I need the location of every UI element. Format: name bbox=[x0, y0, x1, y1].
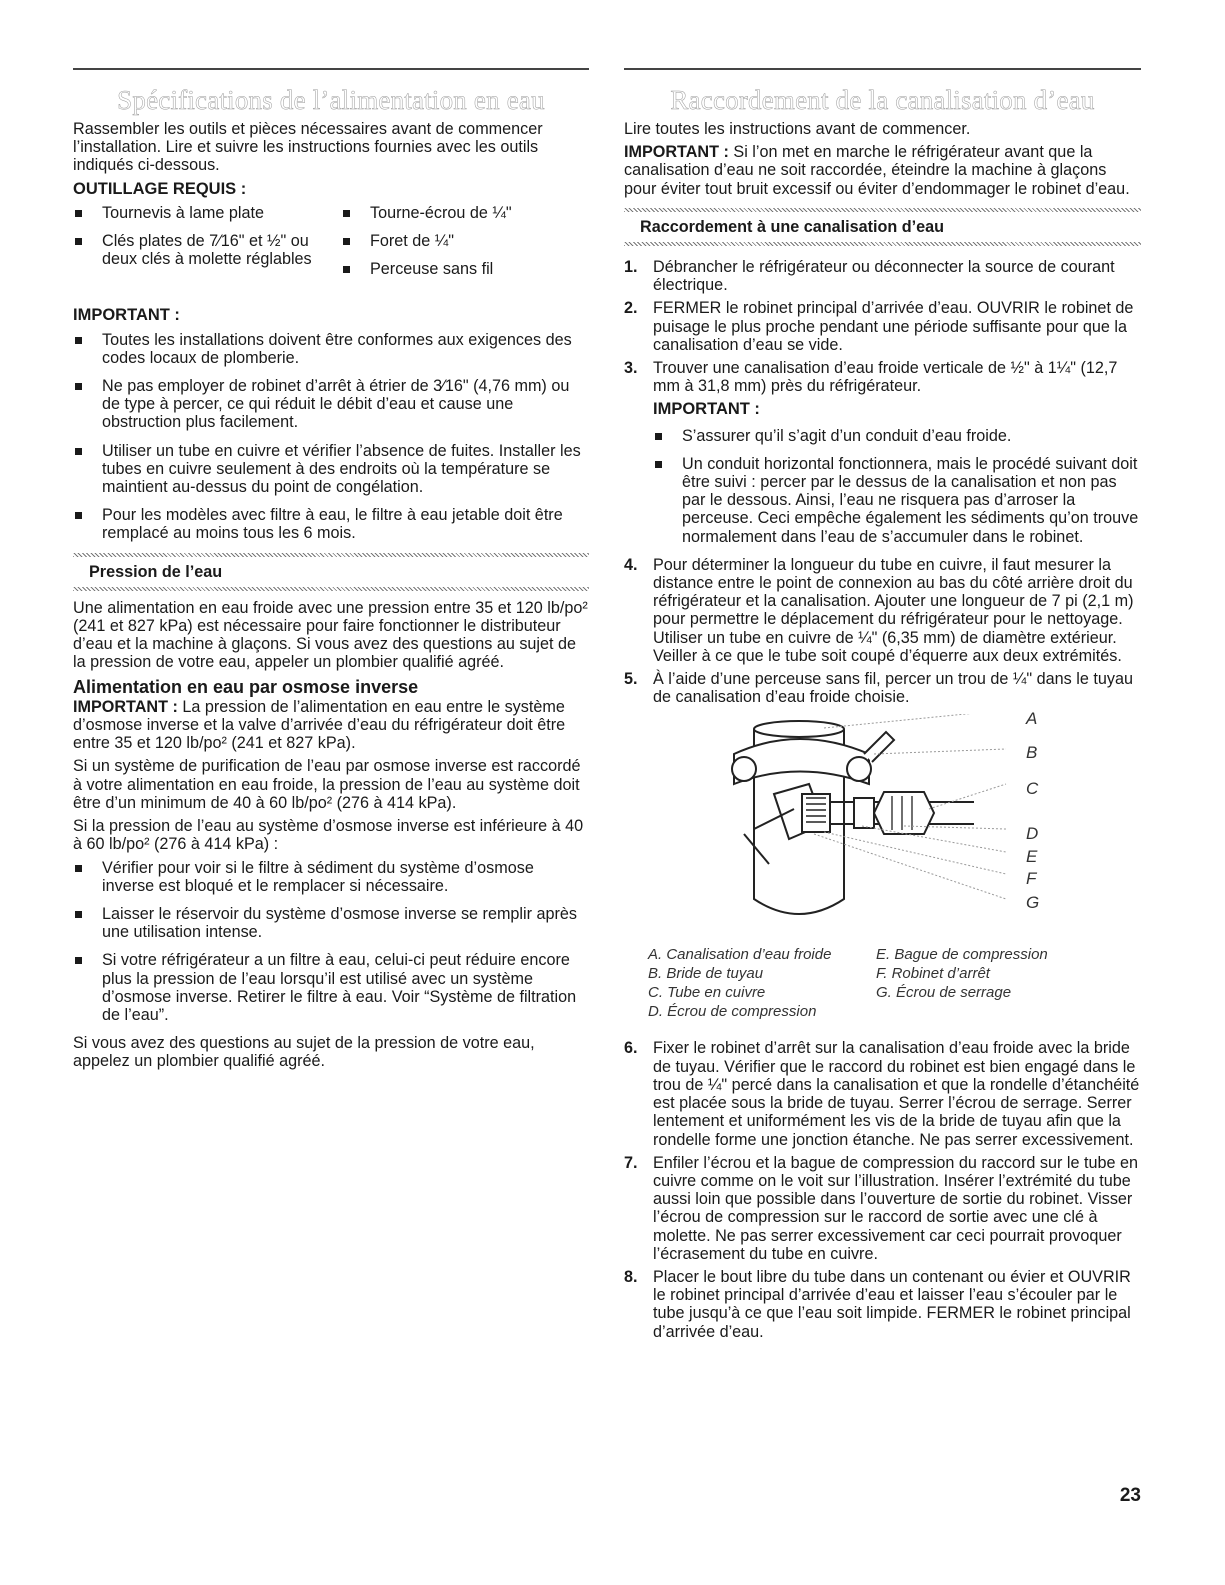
right-top-rule bbox=[624, 68, 1141, 70]
figure-legend bbox=[648, 945, 1141, 1021]
step-number: 5. bbox=[624, 670, 638, 689]
legend-col2 bbox=[876, 945, 1104, 1021]
tools-list bbox=[73, 204, 589, 295]
step-number: 4. bbox=[624, 555, 638, 574]
figure-label: D bbox=[1026, 824, 1039, 844]
legend-item: B. Bride de tuyau bbox=[648, 965, 764, 983]
legend-item: C. Tube en cuivre bbox=[648, 984, 766, 1002]
tool-item: Tournevis à lame plate bbox=[73, 204, 341, 222]
step-item bbox=[624, 359, 1141, 395]
tool-item: Tourne-écrou de ¼" bbox=[341, 204, 589, 222]
step-number: 7. bbox=[624, 1153, 638, 1172]
step-item bbox=[624, 299, 1141, 354]
packing-nut bbox=[802, 794, 830, 832]
ro-important bbox=[73, 698, 589, 753]
step-number: 6. bbox=[624, 1039, 638, 1058]
clamp-screw bbox=[847, 757, 871, 781]
divider-hatch bbox=[624, 208, 1141, 212]
step-text: À l’aide d’une perceuse sans fil, percer un trou de ¼" dans le tuyau de canalisation d’eau froide choisie. bbox=[653, 670, 1133, 707]
step-text: Trouver une canalisation d’eau froide verticale de ½" à 1¼" (12,7 mm à 31,8 mm) près du réfrigérateur. bbox=[653, 359, 1118, 396]
left-section-title: Spécifications de l’alimentation en eau bbox=[117, 85, 545, 115]
figure-label: E bbox=[1026, 847, 1038, 867]
important-item: Ne pas employer de robinet d’arrêt à étrier de 3⁄16" (4,76 mm) ou de type à percer, ce qui réduit le débit d’eau et cause une obstruction plus facilement. bbox=[73, 377, 589, 432]
valve-illustration bbox=[714, 714, 1037, 939]
step-text: Placer le bout libre du tube dans un contenant ou évier et OUVRIR le robinet principal d’arrivée d’eau et laisser l’eau s’écouler par le tube jusqu’à ce que l’eau soit limpide. FERMER le robinet principal d’arrivée d’eau. bbox=[653, 1267, 1131, 1341]
step-item bbox=[624, 556, 1141, 665]
step-number: 2. bbox=[624, 299, 638, 318]
steps-list-b bbox=[624, 556, 1141, 707]
right-important bbox=[624, 143, 1141, 198]
ro-para1: Si un système de purification de l’eau par osmose inverse est raccordé à votre alimentation en eau froide, la pression de l’eau au système doit être d’un minimum de 40 à 60 lb/po² (276 à 414 kPa). bbox=[73, 757, 581, 812]
step3-important-heading: IMPORTANT : bbox=[653, 400, 760, 419]
right-intro: Lire toutes les instructions avant de commencer. bbox=[624, 120, 971, 138]
figure-label: C bbox=[1026, 779, 1039, 799]
compression-nut bbox=[874, 792, 934, 834]
tools-col2 bbox=[341, 204, 589, 289]
pressure-text: Une alimentation en eau froide avec une pression entre 35 et 120 lb/po² (241 et 827 kPa) est nécessaire pour faire fonctionner le distributeur d’eau et la machine à glaçons. Si vous avez des questions au sujet de la pression de votre eau, appeler un plombier qualifié agréé. bbox=[73, 598, 588, 672]
divider-hatch bbox=[624, 242, 1141, 246]
step-item bbox=[624, 1154, 1141, 1263]
steps-list-a bbox=[624, 258, 1141, 395]
legend-item: D. Écrou de compression bbox=[648, 1003, 817, 1021]
right-important-text: Si l’on met en marche le réfrigérateur avant que la canalisation d’eau ne soit raccordée, éteindre la machine à glaçons pour éviter tout bruit excessif ou éviter d’endommager le robinet d’eau. bbox=[624, 143, 1130, 198]
ro-important-label: IMPORTANT : bbox=[73, 697, 178, 716]
step-item bbox=[624, 1268, 1141, 1341]
legend-item: G. Écrou de serrage bbox=[876, 984, 1012, 1002]
shutoff-valve-figure bbox=[624, 709, 1141, 939]
left-intro: Rassembler les outils et pièces nécessaires avant de commencer l’installation. Lire et suivre les instructions fournies avec les outils indiqués ci-dessous. bbox=[73, 120, 543, 175]
pressure-heading: Pression de l’eau bbox=[89, 562, 223, 581]
ro-item: Laisser le réservoir du système d’osmose inverse se remplir après une utilisation intense. bbox=[73, 905, 589, 941]
step-item bbox=[624, 258, 1141, 294]
important-list bbox=[73, 331, 589, 543]
figure-label: B bbox=[1026, 743, 1038, 763]
important-heading: IMPORTANT : bbox=[73, 306, 180, 325]
ro-heading: Alimentation en eau par osmose inverse bbox=[73, 676, 419, 697]
figure-label: A bbox=[1026, 709, 1038, 729]
step-text: Fixer le robinet d’arrêt sur la canalisation d’eau froide avec la bride de tuyau. Vérifier que le raccord du robinet est bien engagé dans le trou de ¼" percé dans la canalisation et que la rondelle d’étanchéité est placée sous la bride de tuyau. Serrer l’écrou de serrage. Serrer lentement et uniformément les vis de la bride de tuyau afin que la rondelle forme une jonction étanche. Ne pas serrer excessivement. bbox=[653, 1039, 1140, 1149]
tool-item: Foret de ¼" bbox=[341, 232, 589, 250]
step-number: 1. bbox=[624, 258, 638, 277]
clamp-bolt bbox=[864, 732, 894, 762]
left-column bbox=[73, 68, 589, 1076]
step-number: 3. bbox=[624, 359, 638, 378]
step-text: Enfiler l’écrou et la bague de compression du raccord sur le tube en cuivre comme on le voit sur l’illustration. Insérer l’extrémité du tube aussi loin que possible dans l’ouverture de sortie du robinet. Visser l’écrou de compression sur le raccord de sortie avec une clé à molette. Ne pas serrer excessivement car ceci pourrait provoquer l’écrasement du tube en cuivre. bbox=[653, 1153, 1139, 1263]
right-important-label: IMPORTANT : bbox=[624, 143, 729, 162]
pipe-top bbox=[754, 721, 844, 737]
important-item: Pour les modèles avec filtre à eau, le filtre à eau jetable doit être remplacé au moins tous les 6 mois. bbox=[73, 506, 589, 542]
ro-important-text: La pression de l’alimentation en eau entre le système d’osmose inverse et la valve d’arrivée d’eau du réfrigérateur doit être entre 35 et 120 lb/po² (241 et 827 kPa). bbox=[73, 697, 566, 753]
divider-hatch bbox=[73, 587, 589, 591]
step3-important-list bbox=[653, 427, 1141, 546]
step-text: Pour déterminer la longueur du tube en cuivre, il faut mesurer la distance entre le point de connexion au bas du côté arrière droit du réfrigérateur et la canalisation. Ajouter une longueur de 7 pi (2,1 m) pour permettre le déplacement du réfrigérateur pour le nettoyage. Utiliser un tube en cuivre de ¼" (6,35 mm) de diamètre extérieur. Veiller à ce que le tube soit coupé d’équerre aux deux extrémités. bbox=[653, 555, 1134, 665]
legend-item: F. Robinet d’arrêt bbox=[876, 965, 990, 983]
compression-sleeve bbox=[854, 798, 874, 828]
legend-col1 bbox=[648, 945, 876, 1021]
ro-para2: Si la pression de l’eau au système d’osmose inverse est inférieure à 40 à 60 lb/po² (276 à 414 kPa) : bbox=[73, 817, 584, 854]
ro-item: Si votre réfrigérateur a un filtre à eau, celui-ci peut réduire encore plus la pression de l’eau lorsqu’il est utilisé avec un système d’osmose inverse. Retirer le filtre à eau. Voir “Système de filtration de l’eau”. bbox=[73, 951, 589, 1024]
step-item bbox=[624, 670, 1141, 706]
legend-item: E. Bague de compression bbox=[876, 946, 1048, 964]
right-section-title: Raccordement de la canalisation d’eau bbox=[670, 85, 1095, 115]
step3-item: Un conduit horizontal fonctionnera, mais le procédé suivant doit être suivi : percer par le dessus de la canalisation et non pas par le dessous. Ainsi, l’eau ne risquera pas d’arroser la perceuse. Ceci empêche également les sédiments qu’on trouve normalement dans l’eau de s’accumuler dans le robinet. bbox=[653, 455, 1141, 546]
tools-heading: OUTILLAGE REQUIS : bbox=[73, 179, 247, 198]
ro-list bbox=[73, 859, 589, 1025]
important-item: Toutes les installations doivent être conformes aux exigences des codes locaux de plomberie. bbox=[73, 331, 589, 367]
important-item: Utiliser un tube en cuivre et vérifier l’absence de fuites. Installer les tubes en cuivre seulement à des endroits où la température se maintient au-dessus du point de congélation. bbox=[73, 442, 589, 497]
step3-item: S’assurer qu’il s’agit d’un conduit d’eau froide. bbox=[653, 427, 1141, 445]
connection-subheading: Raccordement à une canalisation d’eau bbox=[640, 217, 945, 236]
figure-label: F bbox=[1026, 869, 1037, 889]
step-text: FERMER le robinet principal d’arrivée d’eau. OUVRIR le robinet de puisage le plus proche pendant une période suffisante pour que la canalisation d’eau se vide. bbox=[653, 299, 1134, 354]
step-number: 8. bbox=[624, 1267, 638, 1286]
tool-item: Clés plates de 7⁄16" et ½" ou deux clés à molette réglables bbox=[73, 232, 341, 268]
tools-col1 bbox=[73, 204, 341, 289]
ro-item: Vérifier pour voir si le filtre à sédiment du système d’osmose inverse est bloqué et le remplacer si nécessaire. bbox=[73, 859, 589, 895]
left-top-rule bbox=[73, 68, 589, 70]
step-text: Débrancher le réfrigérateur ou déconnecter la source de courant électrique. bbox=[653, 258, 1115, 295]
step-item bbox=[624, 1039, 1141, 1148]
clamp-screw bbox=[732, 757, 756, 781]
legend-item: A. Canalisation d’eau froide bbox=[648, 946, 832, 964]
tool-item: Perceuse sans fil bbox=[341, 260, 589, 278]
divider-hatch bbox=[73, 553, 589, 557]
figure-label: G bbox=[1026, 893, 1040, 913]
right-column bbox=[624, 68, 1141, 1346]
steps-list-c bbox=[624, 1039, 1141, 1340]
step3-important-block bbox=[653, 400, 1141, 545]
closing-text: Si vous avez des questions au sujet de la pression de votre eau, appelez un plombier qualifié agréé. bbox=[73, 1034, 535, 1071]
page-number: 23 bbox=[1119, 1485, 1141, 1506]
